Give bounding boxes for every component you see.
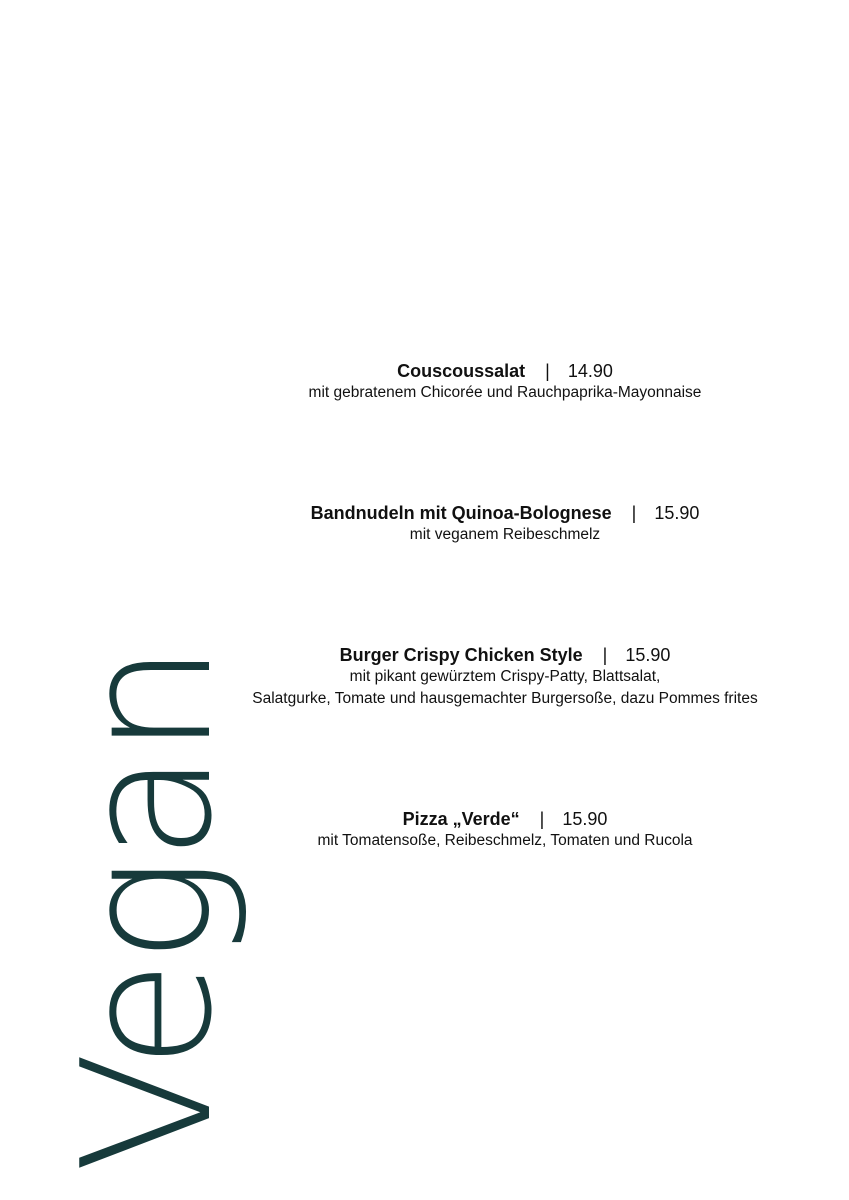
menu-item-name: Bandnudeln mit Quinoa-Bolognese: [310, 503, 612, 523]
menu-item-pizza-verde: [230, 808, 780, 852]
menu-item-title-line: [230, 808, 780, 830]
menu-item-price: 15.90: [654, 503, 700, 523]
menu-item-title-line: [230, 644, 780, 666]
menu-item-name: Burger Crispy Chicken Style: [339, 645, 583, 665]
menu-item-description-line-2: Salatgurke, Tomate und hausgemachter Burgersoße, dazu Pommes frites: [252, 690, 758, 707]
menu-item-price: 15.90: [625, 645, 671, 665]
price-separator: |: [539, 809, 545, 829]
menu-item-description: mit Tomatensoße, Reibeschmelz, Tomaten und Rucola: [317, 832, 693, 849]
menu-item-title-line: [230, 502, 780, 524]
menu-item-description: mit gebratenem Chicorée und Rauchpaprika-Mayonnaise: [308, 384, 702, 401]
section-title-vertical: Vegan: [44, 646, 251, 1174]
menu-item-price: 14.90: [567, 361, 613, 381]
menu-item-burger: [230, 644, 780, 710]
menu-item-name: Couscoussalat: [397, 361, 526, 381]
price-separator: |: [631, 503, 637, 523]
menu-item-description: mit veganem Reibeschmelz: [409, 526, 601, 543]
menu-item-couscoussalat: [230, 360, 780, 404]
price-separator: |: [602, 645, 608, 665]
menu-item-description-line-1: mit pikant gewürztem Crispy-Patty, Blattsalat,: [349, 668, 661, 685]
price-separator: |: [545, 361, 550, 381]
menu-item-bandnudeln: [230, 502, 780, 546]
menu-item-price: 15.90: [562, 809, 608, 829]
menu-item-title-line: [230, 360, 780, 382]
menu-item-name: Pizza „Verde“: [402, 809, 520, 829]
